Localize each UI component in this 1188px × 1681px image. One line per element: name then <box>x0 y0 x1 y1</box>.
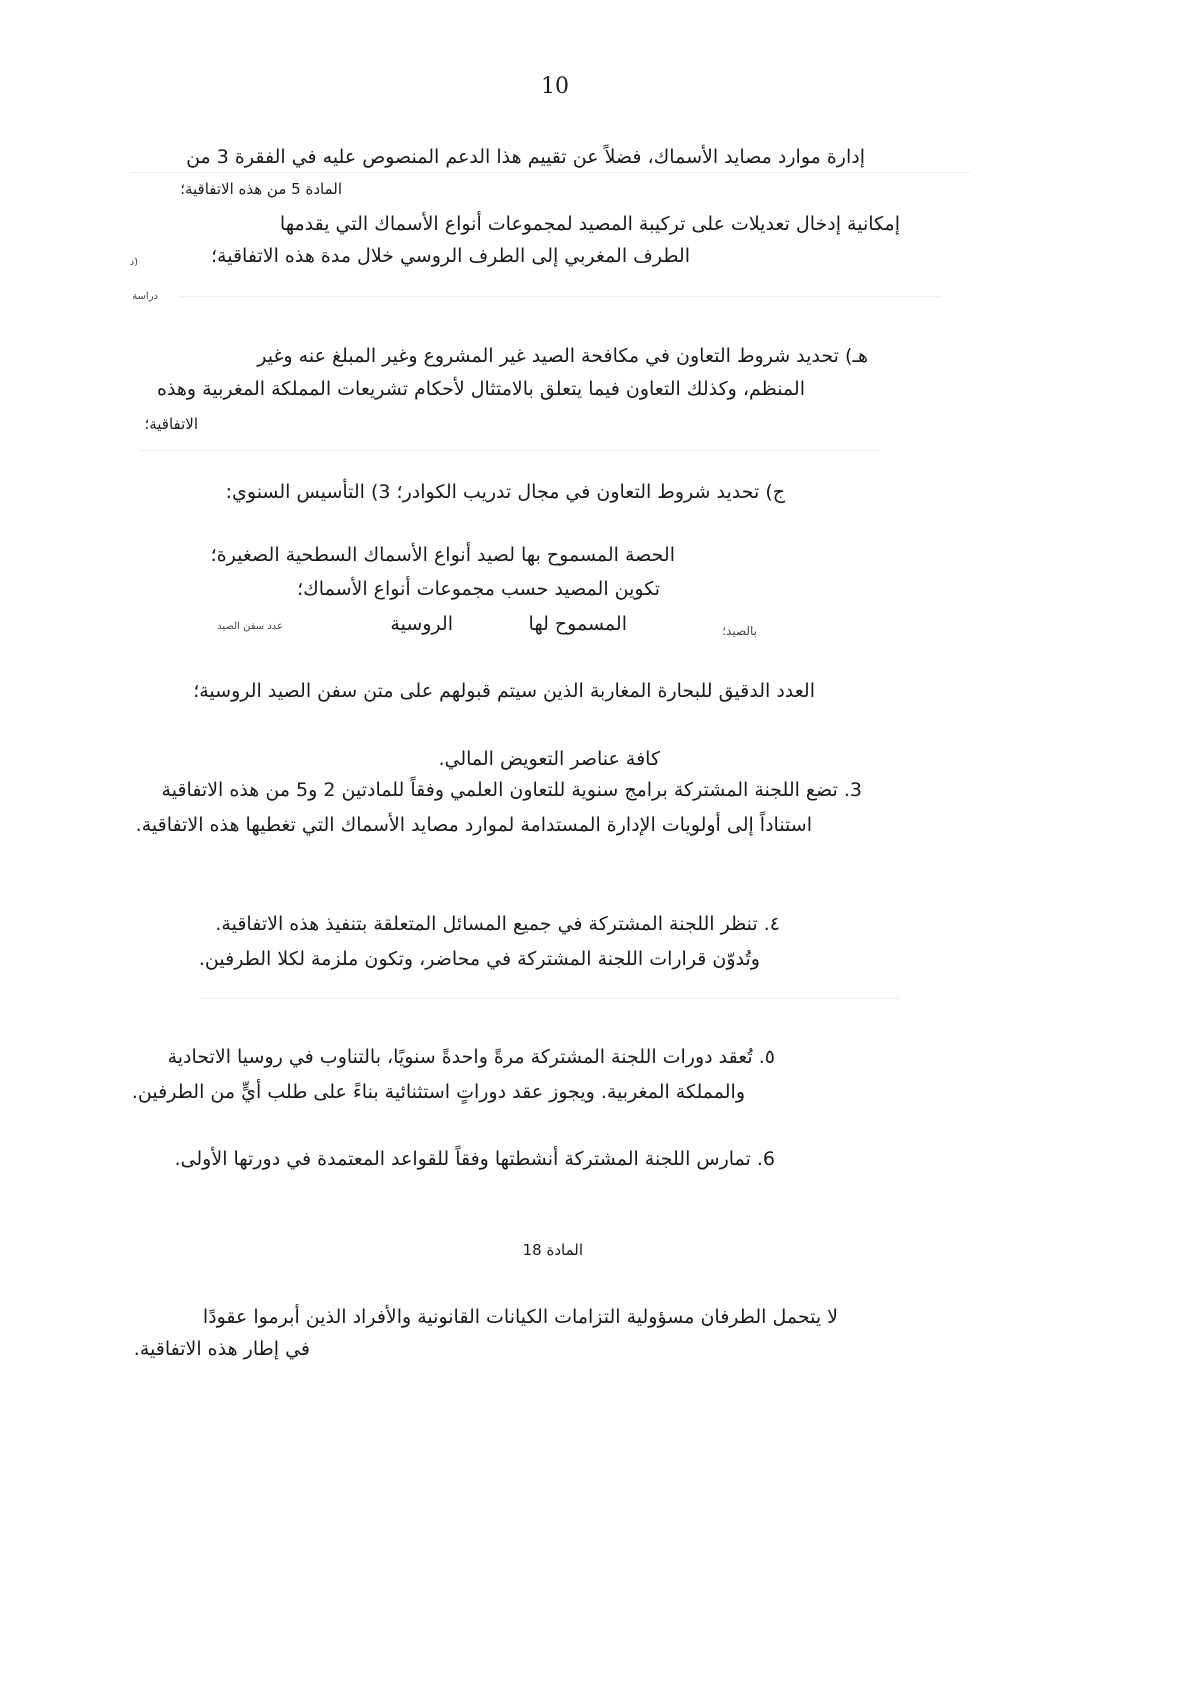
text-line: تكوين المصيد حسب مجموعات أنواع الأسماك؛ <box>297 578 660 600</box>
text-line: ج) تحديد شروط التعاون في مجال تدريب الكوادر؛ 3) التأسيس السنوي: <box>225 481 785 503</box>
text-line: هـ) تحديد شروط التعاون في مكافحة الصيد غير المشروع وغير المبلغ عنه وغير <box>257 345 868 367</box>
text-line: كافة عناصر التعويض المالي. <box>438 748 660 770</box>
text-fragment: المسموح لها <box>528 613 627 635</box>
text-line: استناداً إلى أولويات الإدارة المستدامة لموارد مصايد الأسماك التي تغطيها هذه الاتفاقية. <box>135 814 812 836</box>
text-line: الحصة المسموح بها لصيد أنواع الأسماك السطحية الصغيرة؛ <box>210 544 675 566</box>
text-line: وتُدوّن قرارات اللجنة المشتركة في محاضر، وتكون ملزمة لكلا الطرفين. <box>198 948 760 970</box>
text-fragment: بالصيد؛ <box>722 624 757 638</box>
text-fragment: عدد سفن الصيد <box>217 621 283 632</box>
page-number: 10 <box>541 74 569 99</box>
text-line: الاتفاقية؛ <box>144 415 198 433</box>
margin-note: دراسة <box>132 291 158 302</box>
text-line: والمملكة المغربية. ويجوز عقد دوراتٍ استثنائية بناءً على طلب أيٍّ من الطرفين. <box>131 1081 745 1103</box>
text-line: المنظم، وكذلك التعاون فيما يتعلق بالامتثال لأحكام تشريعات المملكة المغربية وهذه <box>156 378 805 400</box>
text-fragment: الروسية <box>390 613 453 635</box>
text-line: إدارة موارد مصايد الأسماك، فضلاً عن تقييم هذا الدعم المنصوص عليه في الفقرة 3 من <box>186 146 865 168</box>
text-line: الطرف المغربي إلى الطرف الروسي خلال مدة هذه الاتفاقية؛ <box>211 245 690 267</box>
text-line: في إطار هذه الاتفاقية. <box>133 1338 310 1360</box>
text-line: 6. تمارس اللجنة المشتركة أنشطتها وفقاً للقواعد المعتمدة في دورتها الأولى. <box>174 1148 775 1170</box>
text-line: لا يتحمل الطرفان مسؤولية التزامات الكيانات القانونية والأفراد الذين أبرموا عقودًا <box>202 1306 838 1328</box>
text-line: المادة 5 من هذه الاتفاقية؛ <box>180 180 342 198</box>
article-heading: المادة 18 <box>522 1241 583 1259</box>
text-line: ٤. تنظر اللجنة المشتركة في جميع المسائل المتعلقة بتنفيذ هذه الاتفاقية. <box>215 913 780 935</box>
text-line: ٥. تُعقد دورات اللجنة المشتركة مرةً واحدةً سنويًا، بالتناوب في روسيا الاتحادية <box>167 1046 775 1068</box>
margin-note: (د <box>129 257 138 268</box>
text-line: 3. تضع اللجنة المشتركة برامج سنوية للتعاون العلمي وفقاً للمادتين 2 و5 من هذه الاتفاقية <box>161 779 862 801</box>
text-line: إمكانية إدخال تعديلات على تركيبة المصيد لمجموعات أنواع الأسماك التي يقدمها <box>279 213 900 235</box>
text-line: العدد الدقيق للبحارة المغاربة الذين سيتم قبولهم على متن سفن الصيد الروسية؛ <box>193 680 815 702</box>
